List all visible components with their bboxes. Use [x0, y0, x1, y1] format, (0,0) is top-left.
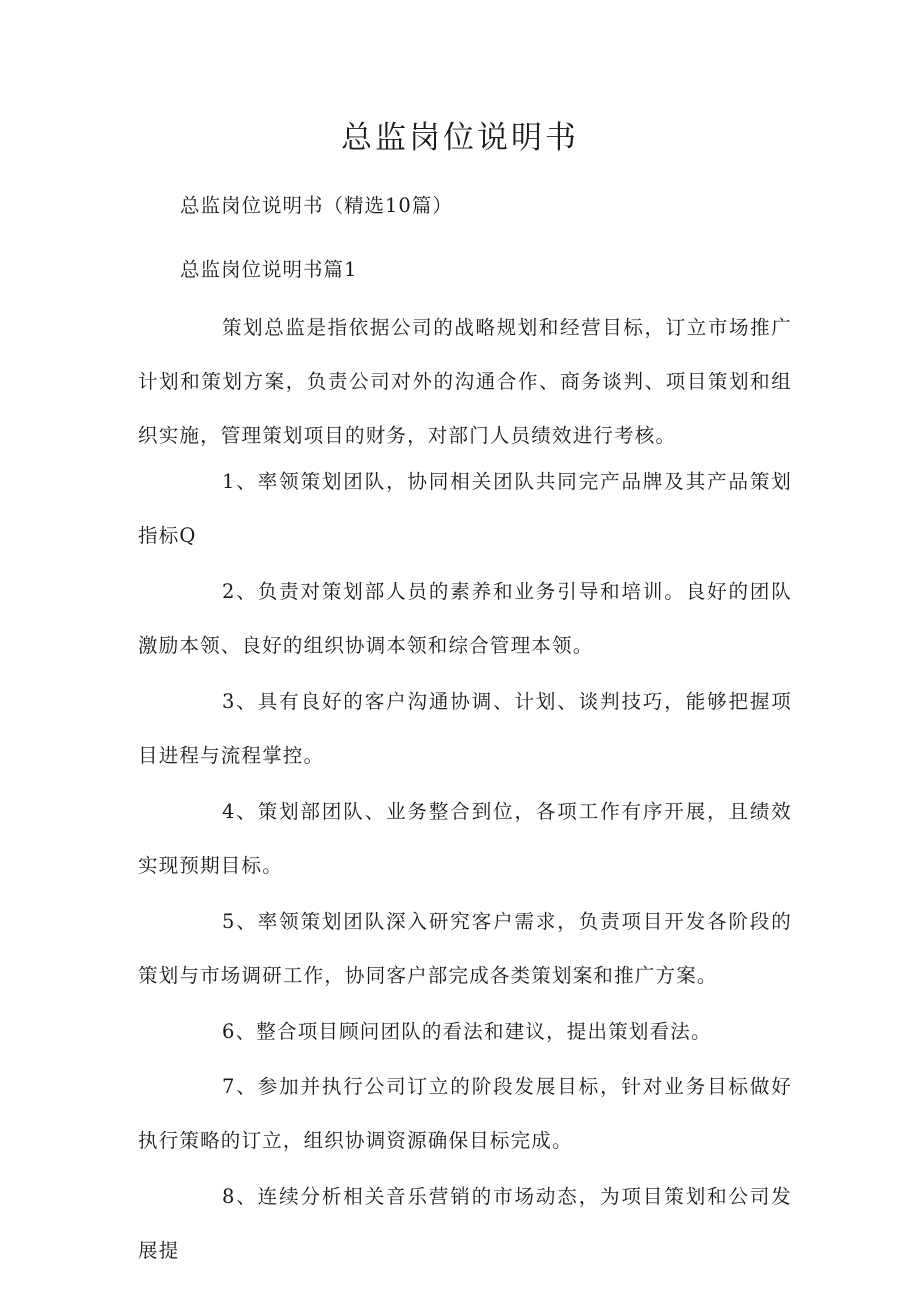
duty-item-4: 4、策划部团队、业务整合到位，各项工作有序开展，且绩效实现预期目标。 [138, 800, 792, 877]
duty-item-1: 1、率领策划团队，协同相关团队共同完产品牌及其产品策划指标Q [138, 470, 792, 547]
section-heading: 总监岗位说明书篇1 [180, 258, 358, 281]
duty-item-2: 2、负责对策划部人员的素养和业务引导和培训。良好的团队激励本领、良好的组织协调本领和综合管理本领。 [138, 580, 792, 657]
duty-item-5: 5、率领策划团队深入研究客户需求，负责项目开发各阶段的策划与市场调研工作，协同客户部完成各类策划案和推广方案。 [138, 910, 792, 987]
intro-paragraph: 策划总监是指依据公司的战略规划和经营目标，订立市场推广计划和策划方案，负责公司对外的沟通合作、商务谈判、项目策划和组织实施，管理策划项目的财务，对部门人员绩效进行考核。 [138, 316, 792, 447]
document-title: 总监岗位说明书 [341, 120, 579, 156]
duty-item-8: 8、连续分析相关音乐营销的市场动态，为项目策划和公司发展提 [138, 1185, 792, 1262]
duty-item-3: 3、具有良好的客户沟通协调、计划、谈判技巧，能够把握项目进程与流程掌控。 [138, 690, 792, 767]
duty-item-6: 6、整合项目顾问团队的看法和建议，提出策划看法。 [222, 1020, 712, 1043]
document-subtitle: 总监岗位说明书（精选10篇） [180, 194, 453, 217]
duty-item-7: 7、参加并执行公司订立的阶段发展目标，针对业务目标做好执行策略的订立，组织协调资源确保目标完成。 [138, 1075, 792, 1152]
